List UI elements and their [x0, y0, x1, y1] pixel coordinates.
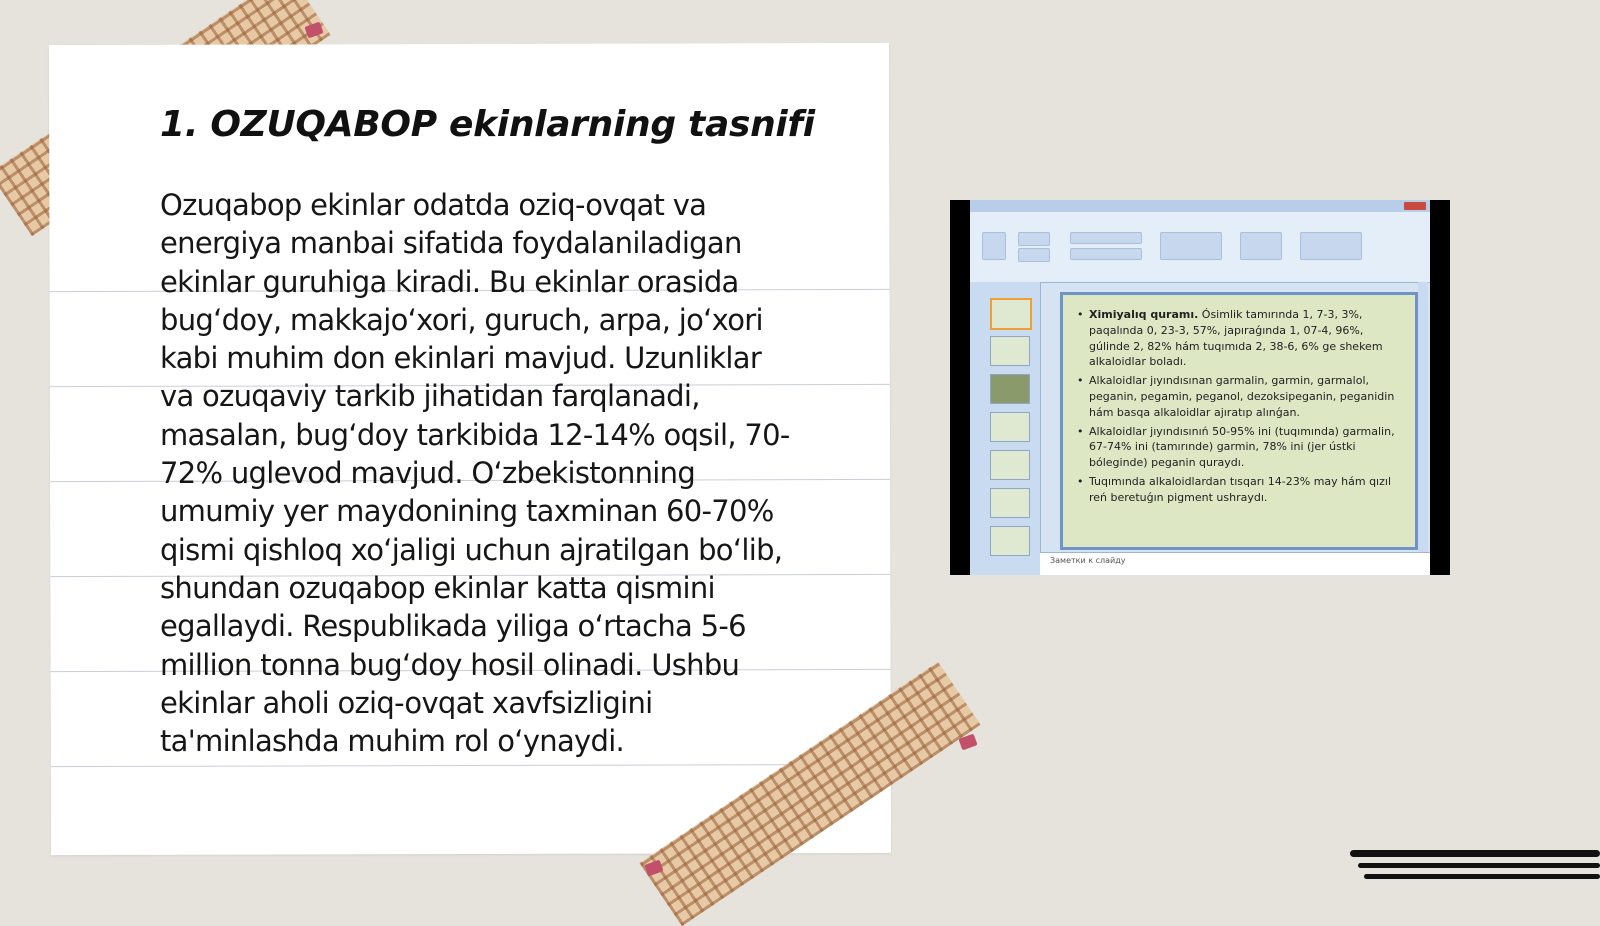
bullet-text: Ósimlik tamırında 1, 7-3, 3%, paqalında 0, 23-3, 57%, japıraǵında 1, 07-4, 96%, gúlinde 2, 82% hám tuqımıda 2, 38-6, 6% ge shekem alkaloidlar boladı. [1089, 308, 1383, 369]
body-line: va ozuqaviy tarkib jihatidan farqlanadi, [160, 379, 700, 414]
body-line: energiya manbai sifatida foydalaniladigan [160, 226, 742, 261]
current-slide [1060, 292, 1418, 550]
decorative-bars [1350, 850, 1600, 890]
slide-thumbnails-pane [970, 282, 1041, 575]
close-icon [1404, 202, 1426, 210]
body-line: ekinlar guruhiga kiradi. Bu ekinlar orasida [160, 264, 739, 299]
font-box-icon [1070, 232, 1142, 244]
slide-thumbnail [990, 488, 1030, 518]
body-line: masalan, bug‘doy tarkibida 12-14% oqsil, 70- [160, 417, 790, 452]
slide-bullet [1089, 474, 1405, 506]
bullet-bold-text: Ximiyalıq quramı. [1089, 308, 1199, 321]
slide-thumbnail [990, 450, 1030, 480]
font-style-icon [1070, 248, 1142, 260]
editing-icon [1300, 232, 1362, 260]
notes-pane: Заметки к слайду [1040, 552, 1430, 575]
slide-thumbnail [990, 526, 1030, 556]
body-line: bug‘doy, makkajo‘xori, guruch, arpa, jo‘xori [160, 302, 763, 337]
body-line: ekinlar aholi oziq-ovqat xavfsizligini [160, 685, 653, 720]
slide-thumbnail [990, 336, 1030, 366]
paper-rule [51, 764, 891, 767]
window-titlebar [970, 200, 1430, 212]
body-line: kabi muhim don ekinlari mavjud. Uzunliklar [160, 341, 762, 376]
decorative-bar [1350, 850, 1600, 857]
slide-bullet [1089, 424, 1405, 471]
body-line: 72% uglevod mavjud. O‘zbekistonning [160, 456, 696, 491]
slide-body-text [160, 186, 860, 760]
slide-thumbnail [990, 298, 1032, 330]
bullet-text: Alkaloidlar jıyındısınan garmalin, garmin, garmalol, peganin, pegamin, peganol, dezoksipeganin, peganidin hám basqa alkaloidlar ajıratıp alınǵan. [1089, 374, 1395, 419]
decorative-bar [1364, 874, 1600, 879]
slide-title: 1. OZUQABOP ekinlarning tasnifi [160, 104, 815, 145]
body-line: qismi qishloq xo‘jaligi uchun ajratilgan bo‘lib, [160, 532, 783, 567]
embedded-screenshot [950, 200, 1450, 575]
body-line: million tonna bug‘doy hosil olinadi. Ushbu [160, 647, 740, 682]
slide-thumbnail [990, 374, 1030, 404]
ribbon [970, 212, 1430, 283]
paragraph-icon [1160, 232, 1222, 260]
bullet-text: Alkaloidlar jıyındısınıń 50-95% ini (tuqımında) garmalin, 67-74% ini (tamırınde) garmin, 78% ini (jer ústki bóleginde) peganin quraydı. [1089, 424, 1395, 470]
slide-bullet [1089, 373, 1405, 420]
reset-icon [1018, 248, 1050, 262]
powerpoint-window [970, 200, 1430, 575]
slide-bullet-list [1063, 295, 1415, 506]
bullet-text: Tuqımında alkaloidlardan tısqarı 14-23% may hám qızıl reń beretuǵın pigment ushraydı. [1089, 474, 1392, 504]
body-line: Ozuqabop ekinlar odatda oziq-ovqat va [160, 188, 707, 222]
body-line: shundan ozuqabop ekinlar katta qismini [160, 570, 715, 605]
body-line: ta'minlashda muhim rol o‘ynaydi. [160, 724, 625, 759]
body-line: egallaydi. Respublikada yiliga o‘rtacha 5-6 [160, 609, 746, 644]
decorative-bar [1358, 863, 1600, 868]
slide-bullet [1089, 307, 1405, 370]
vertical-scrollbar [1418, 282, 1428, 552]
body-line: umumiy yer maydonining taxminan 60-70% [160, 494, 774, 529]
paste-icon [982, 232, 1006, 260]
slide-thumbnail [990, 412, 1030, 442]
layout-icon [1018, 232, 1050, 246]
drawing-icon [1240, 232, 1282, 260]
